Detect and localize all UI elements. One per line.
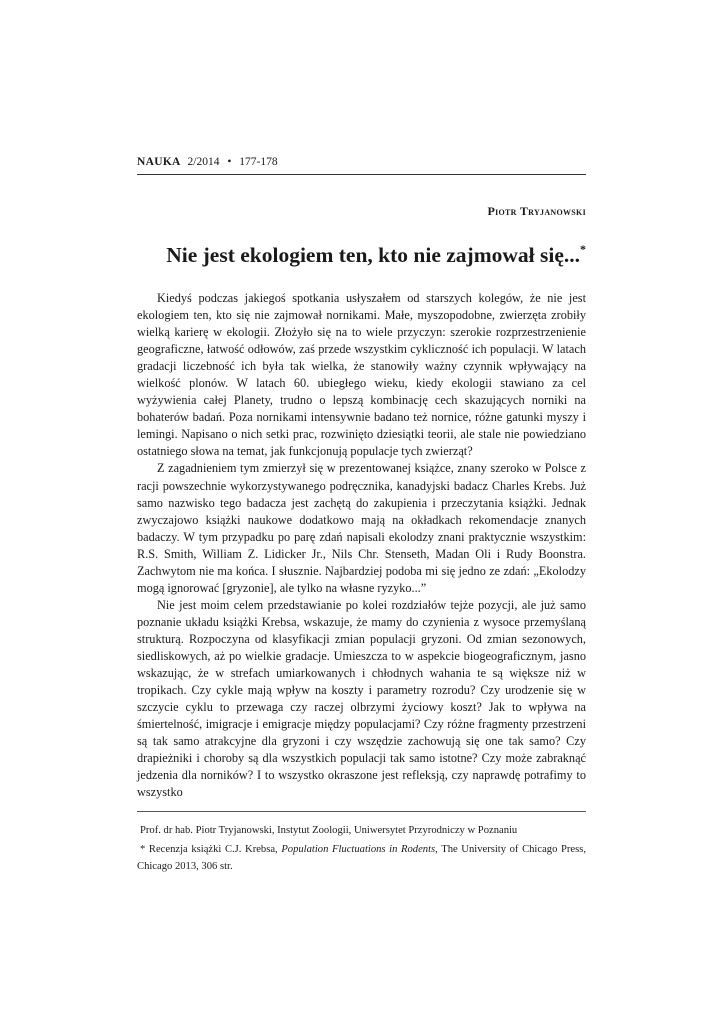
body-paragraph-1: Kiedyś podczas jakiegoś spotkania usłyszałem od starszych kolegów, że nie jest ekologiem ten, kto się nie zajmował nornikami. Małe, myszopodobne, zwierzęta zrobiły wielką karierę w ekologii. Złożyło się na to wiele przyczyn: szerokie rozprzestrzenienie geograficzne, łatwość odłowów, zaś przede wszystkim cykliczność ich populacji. W latach gradacji liczebność ich była tak wielka, że stanowiły ważny czynnik wpływający na wielkość plonów. W latach 60. ubiegłego wieku, kiedy ekologii stawiano za cel wyżywienia całej Planety, trudno o lepszą kombinację cech skazujących norniki na bohaterów badań. Poza nornikami intensywnie badano też nornice, różne gatunki myszy i lemingi. Napisano o nich setki prac, rozwinięto dziesiątki teorii, ale stale nie powiedziano ostatniego słowa na temat, jak funkcjonują populacje tych zwierząt? xyxy=(137,291,586,459)
title-footnote-marker: * xyxy=(580,242,586,256)
page-range: 177-178 xyxy=(239,156,278,168)
footnote-divider xyxy=(137,811,586,812)
reviewed-book-title: Population Fluctuations in Rodents xyxy=(281,844,436,855)
header-separator: • xyxy=(227,156,232,168)
article-body xyxy=(137,290,586,801)
review-footnote-suffix: , The University of Chicago Press, Chicago 2013, 306 str. xyxy=(137,844,587,872)
body-paragraph-3: Nie jest moim celem przedstawianie po kolei rozdziałów tejże pozycji, ale już samo poznanie układu książki Krebsa, wskazuje, że mamy do czynienia z wysoce przemyślaną strukturą. Rozpoczyna od klasyfikacji zmian populacji gryzoni. Od zmian sezonowych, siedliskowych, aż po wielkie gradacje. Umieszcza to w aspekcie biogeograficznym, jasno wskazując, że w strefach umiarkowanych i chłodnych wahania te są większe niż w tropikach. Czy cykle mają wpływ na koszty i parametry rozrodu? Czy urodzenie się w szczycie cyklu to przewaga czy raczej olbrzymi życiowy koszt? Jak to wpływa na śmiertelność, imigracje i emigracje między populacjami? Czy różne fragmenty przestrzeni są tak samo atrakcyjne dla gryzoni i czy wszędzie zachowują się one tak samo? Czy drapieżniki i choroby są dla wszystkich populacji tak samo istotne? Czy może zabraknąć jedzenia dla norników? I to wszystko okraszone jest refleksją, czy naprawdę potrafimy to wszystko xyxy=(137,597,586,800)
journal-name: NAUKA xyxy=(137,156,181,168)
body-paragraph-2: Z zagadnieniem tym zmierzył się w prezentowanej książce, znany szeroko w Polsce z racji powszechnie wykorzystywanego podręcznika, kanadyjski badacz Charles Krebs. Już samo nazwisko tego badacza jest zachętą do zakupienia i przeczytania książki. Jednak zwyczajowo książki naukowe dodatkowo mają na okładkach rekomendacje znanych badaczy. W tym przypadku po parę zdań napisali ekolodzy znani praktycznie wszystkim: R.S. Smith, William Z. Lidicker Jr., Nils Chr. Stenseth, Madan Oli i Rudy Boonstra. Zachwytom nie ma końca. I słusznie. Najbardziej podoba mi się jedno ze zdań: „Ekolodzy mogą ignorować [gryzonie], ale tylko na własne ryzyko...” xyxy=(137,461,586,595)
review-footnote xyxy=(137,841,586,875)
author-name: Piotr Tryjanowski xyxy=(487,204,586,218)
author-affiliation-footnote: Prof. dr hab. Piotr Tryjanowski, Instytut Zoologii, Uniwersytet Przyrodniczy w Poznaniu xyxy=(140,825,518,836)
article-title xyxy=(137,236,586,268)
running-header xyxy=(137,155,586,169)
article-title-text: Nie jest ekologiem ten, kto nie zajmował się... xyxy=(166,243,580,267)
footnotes xyxy=(137,822,586,875)
header-divider xyxy=(137,174,586,175)
review-footnote-prefix: * Recenzja książki C.J. Krebsa, xyxy=(140,844,282,855)
journal-issue: 2/2014 xyxy=(187,156,220,168)
